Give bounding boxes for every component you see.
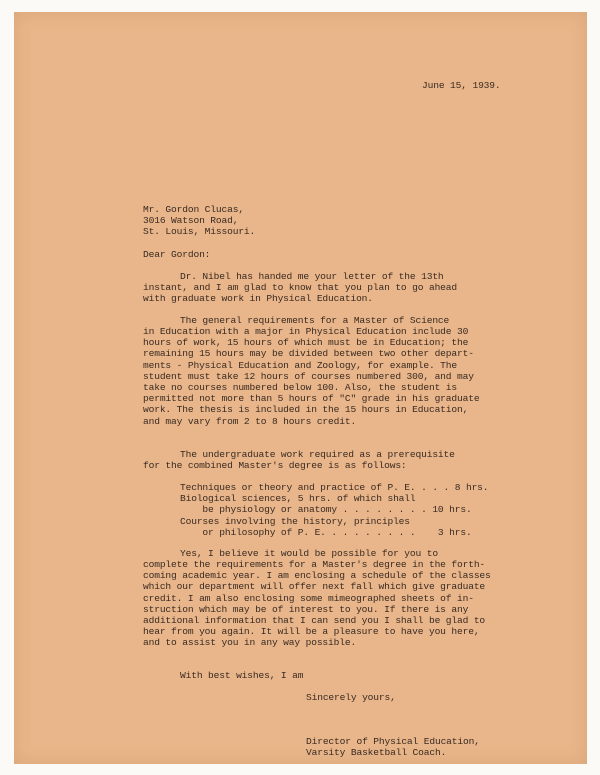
text-line: and to assist you in any way possible. [143, 637, 357, 649]
paragraph-4 [180, 548, 438, 559]
letter-date: June 15, 1939. [422, 80, 501, 91]
signature-title-line: Director of Physical Education, [306, 736, 480, 747]
requirements-list [180, 482, 488, 538]
text-line: which our department will offer next fall which give graduate [143, 581, 486, 593]
text-line: ments - Physical Education and Zoology, for example. The [143, 359, 458, 371]
paragraph-3 [180, 449, 455, 460]
text-line: Yes, I believe it would be possible for you to [180, 548, 438, 559]
text-line: Dr. Nibel has handed me your letter of the 13th [180, 271, 444, 282]
complimentary-close: Sincerely yours, [306, 692, 396, 703]
paragraph-2 [180, 315, 449, 326]
recipient-line: St. Louis, Missouri. [143, 226, 256, 238]
recipient-line: 3016 Watson Road, [143, 215, 239, 227]
text-line: with graduate work in Physical Education. [143, 293, 373, 305]
paragraph-4-body [143, 559, 491, 649]
paragraph-3-body [143, 460, 407, 471]
recipient-line: Mr. Gordon Clucas, [143, 204, 244, 215]
paragraph-1-body [143, 282, 457, 304]
text-line: remaining 15 hours may be divided between two other depart- [143, 348, 474, 360]
text-line: coming academic year. I am enclosing a schedule of the classes [143, 570, 491, 582]
text-line: credit. I am also enclosing some mimeographed sheets of in- [143, 592, 474, 604]
requirement-line: Biological sciences, 5 hrs. of which shall [180, 493, 416, 505]
text-line: take no courses numbered below 100. Also, the student is [143, 382, 458, 394]
text-line: permitted not more than 5 hours of "C" grade in his graduate [143, 393, 480, 405]
requirement-line: Techniques or theory and practice of P. E. . . . 8 hrs. [180, 482, 489, 493]
requirement-line: or philosophy of P. E. . . . . . . . . 3 hrs. [180, 526, 472, 538]
signature-block [306, 736, 480, 758]
text-line: The general requirements for a Master of Science [180, 315, 450, 326]
salutation: Dear Gordon: [143, 249, 211, 260]
text-line: in Education with a major in Physical Education include 30 [143, 326, 469, 337]
text-line: student must take 12 hours of courses numbered 300, and may [143, 370, 474, 382]
text-line: instant, and I am glad to know that you plan to go ahead [143, 282, 458, 293]
text-line: work. The thesis is included in the 15 hours in Education, [143, 404, 469, 416]
letter-sheet [14, 12, 587, 764]
signature-title-line: Varsity Basketball Coach. [306, 747, 447, 759]
text-line: and may vary from 2 to 8 hours credit. [143, 415, 357, 427]
paragraph-1 [180, 271, 444, 282]
closing-line: With best wishes, I am [180, 670, 304, 681]
requirement-line: be physiology or anatomy . . . . . . . . 10 hrs. [180, 504, 472, 516]
text-line: The undergraduate work required as a prerequisite [180, 449, 455, 460]
text-line: hours of work, 15 hours of which must be in Education; the [143, 337, 469, 349]
text-line: struction which may be of interest to you. If there is any [143, 603, 469, 615]
recipient-address [143, 204, 255, 238]
text-line: hear from you again. It will be a pleasure to have you here, [143, 626, 480, 638]
text-line: for the combined Master's degree is as follows: [143, 460, 407, 471]
requirement-line: Courses involving the history, principles [180, 515, 410, 527]
text-line: additional information that I can send you I shall be glad to [143, 615, 486, 627]
text-line: complete the requirements for a Master's degree in the forth- [143, 559, 486, 570]
paragraph-2-body [143, 326, 479, 427]
